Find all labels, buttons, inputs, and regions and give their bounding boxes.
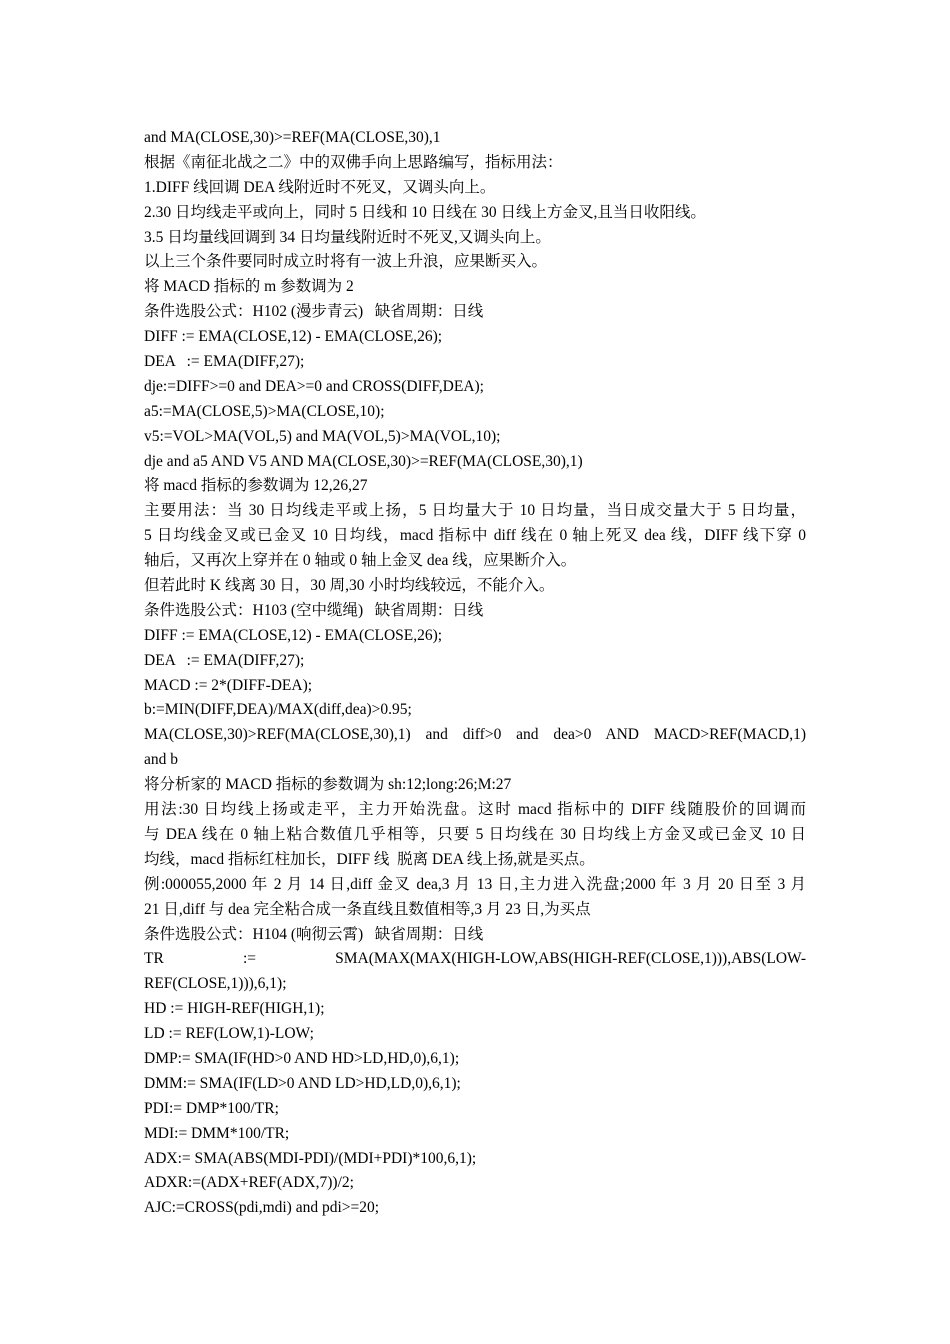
text-line: 轴后，又再次上穿并在 0 轴或 0 轴上金叉 dea 线，应果断介入。 [144,552,577,570]
text-line: 1.DIFF 线回调 DEA 线附近时不死叉，又调头向上。 [144,178,496,196]
text-line: 2.30 日均线走平或向上，同时 5 日线和 10 日线在 30 日线上方金叉,且当日收阳线。 [144,203,706,221]
text-line: MDI:= DMM*100/TR; [144,1124,290,1142]
text-line: MA(CLOSE,30)>REF(MA(CLOSE,30),1) and diff>0 and dea>0 AND MACD>REF(MACD,1) [144,726,806,744]
text-line: 3.5 日均量线回调到 34 日均量线附近时不死叉,又调头向上。 [144,228,551,246]
text-line: 将 MACD 指标的 m 参数调为 2 [144,278,354,296]
text-line: 根据《南征北战之二》中的双佛手向上思路编写，指标用法： [144,153,563,171]
text-line: a5:=MA(CLOSE,5)>MA(CLOSE,10); [144,402,385,420]
text-line: 条件选股公式：H104 (响彻云霄) 缺省周期：日线 [144,925,484,943]
document-page [144,126,806,1221]
text-line: 主要用法：当 30 日均线走平或上扬，5 日均量大于 10 日均量，当日成交量大于 5 日均量， [144,502,806,520]
text-line: 将 macd 指标的参数调为 12,26,27 [144,477,368,495]
text-line: dje and a5 AND V5 AND MA(CLOSE,30)>=REF(MA(CLOSE,30),1) [144,452,583,470]
text-line: v5:=VOL>MA(VOL,5) and MA(VOL,5)>MA(VOL,10); [144,427,501,445]
text-line: 21 日,diff 与 dea 完全粘合成一条直线且数值相等,3 月 23 日,为买点 [144,900,591,918]
text-line: and b [144,751,179,769]
text-line: and MA(CLOSE,30)>=REF(MA(CLOSE,30),1 [144,129,441,146]
text-line: MACD := 2*(DIFF-DEA); [144,676,313,694]
text-line: b:=MIN(DIFF,DEA)/MAX(diff,dea)>0.95; [144,701,412,719]
text-line: ADXR:=(ADX+REF(ADX,7))/2; [144,1174,354,1192]
text-line: 条件选股公式：H103 (空中缆绳) 缺省周期：日线 [144,601,484,619]
text-line: ADX:= SMA(ABS(MDI-PDI)/(MDI+PDI)*100,6,1); [144,1149,477,1167]
text-line: 5 日均线金叉或已金叉 10 日均线，macd 指标中 diff 线在 0 轴上死叉 dea 线，DIFF 线下穿 0 [144,527,806,545]
text-line: 但若此时 K 线离 30 日，30 周,30 小时均线较远，不能介入。 [144,577,555,595]
text-line: TR := SMA(MAX(MAX(HIGH-LOW,ABS(HIGH-REF(CLOSE,1))),ABS(LOW- [144,950,806,968]
text-line: 以上三个条件要同时成立时将有一波上升浪，应果断买入。 [144,253,548,271]
text-line: 与 DEA 线在 0 轴上粘合数值几乎相等，只要 5 日均线在 30 日均线上方金叉或已金叉 10 日 [144,825,806,843]
text-line: LD := REF(LOW,1)-LOW; [144,1025,314,1043]
text-line: HD := HIGH-REF(HIGH,1); [144,1000,325,1018]
text-line: dje:=DIFF>=0 and DEA>=0 and CROSS(DIFF,DEA); [144,377,484,395]
text-line: DMM:= SMA(IF(LD>0 AND LD>HD,LD,0),6,1); [144,1074,461,1092]
text-line: 条件选股公式：H102 (漫步青云) 缺省周期：日线 [144,303,484,321]
text-line: 均线，macd 指标红柱加长，DIFF 线 脱离 DEA 线上扬,就是买点。 [144,850,595,868]
text-line: REF(CLOSE,1))),6,1); [144,975,287,993]
text-line: DEA := EMA(DIFF,27); [144,353,305,371]
text-line: DEA := EMA(DIFF,27); [144,651,305,669]
text-line: PDI:= DMP*100/TR; [144,1099,279,1117]
text-line: DIFF := EMA(CLOSE,12) - EMA(CLOSE,26); [144,626,443,644]
text-line: 例:000055,2000 年 2 月 14 日,diff 金叉 dea,3 月 13 日,主力进入洗盘;2000 年 3 月 20 日至 3 月 [144,875,806,893]
text-line: DMP:= SMA(IF(HD>0 AND HD>LD,HD,0),6,1); [144,1049,460,1067]
text-line: AJC:=CROSS(pdi,mdi) and pdi>=20; [144,1199,380,1217]
text-line: DIFF := EMA(CLOSE,12) - EMA(CLOSE,26); [144,328,443,346]
text-line: 将分析家的 MACD 指标的参数调为 sh:12;long:26;M:27 [144,776,512,794]
text-line: 用法:30 日均线上扬或走平，主力开始洗盘。这时 macd 指标中的 DIFF 线随股价的回调而 [144,801,806,819]
